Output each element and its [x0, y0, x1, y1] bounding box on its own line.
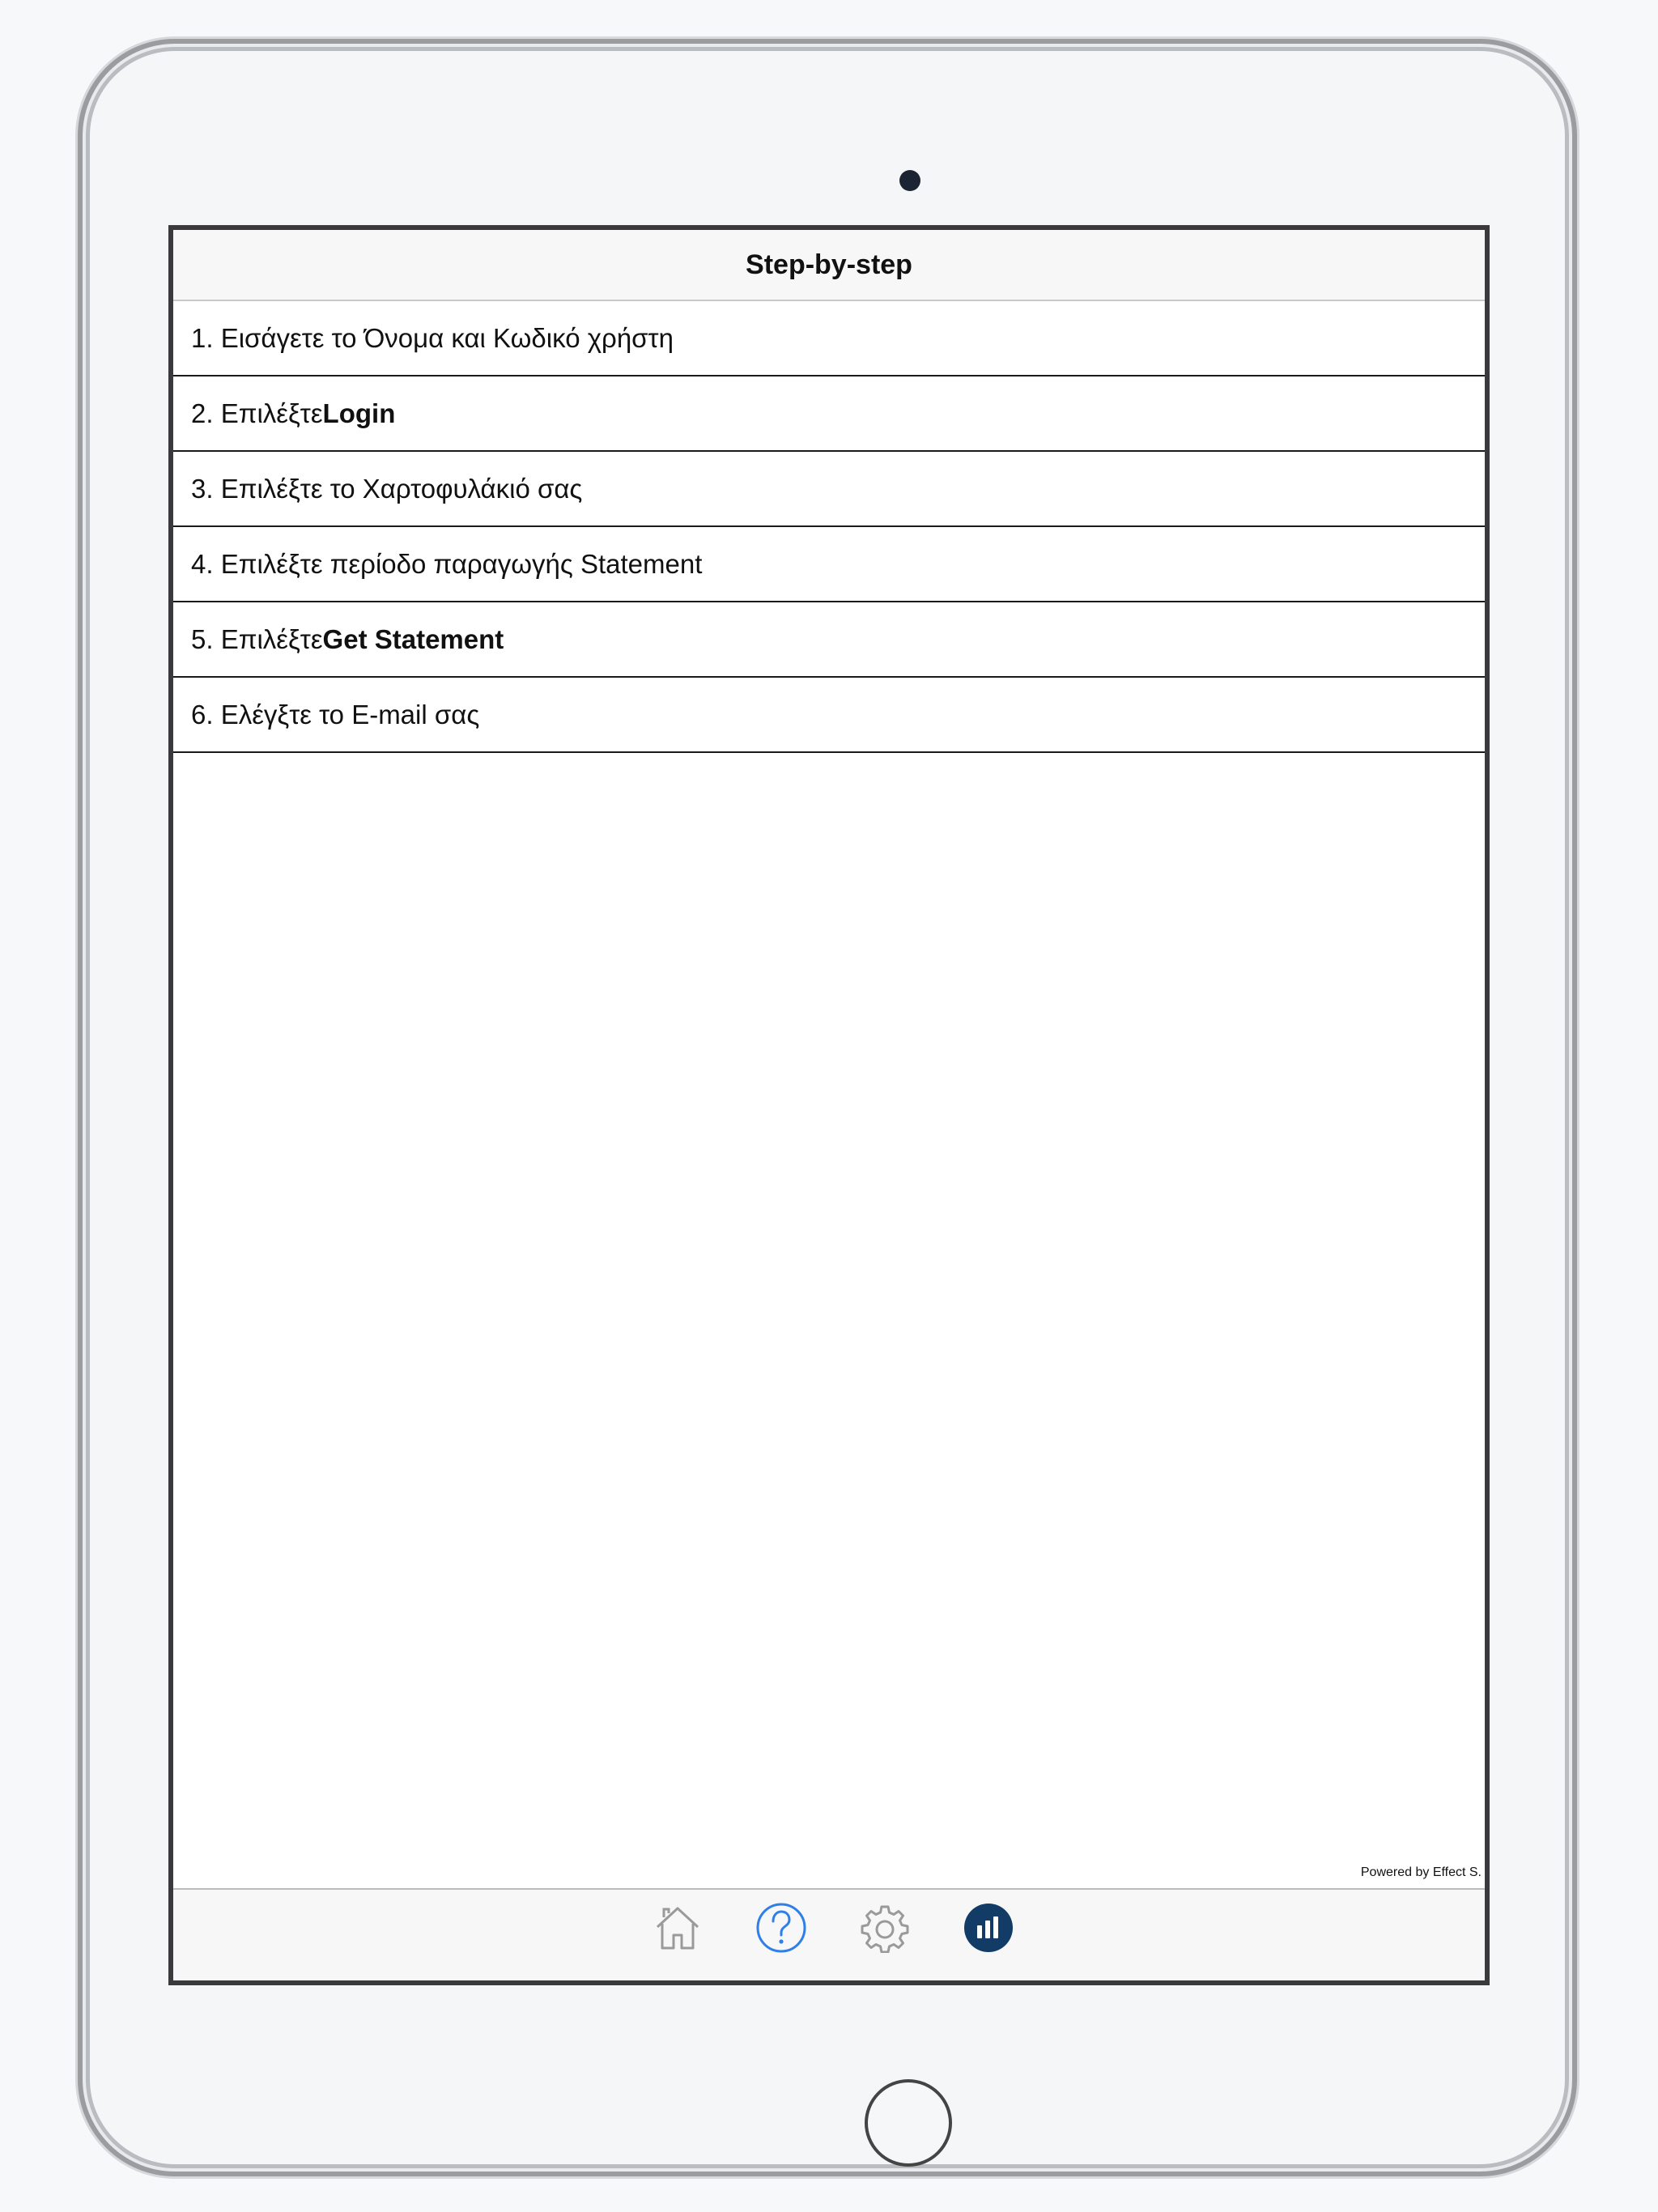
- front-camera: [899, 170, 920, 191]
- step-text: 6. Ελέγξτε το E-mail σας: [191, 699, 480, 730]
- step-item: [173, 602, 1485, 678]
- app-screen: [168, 225, 1490, 1985]
- step-text: 5. Επιλέξτε: [191, 623, 323, 654]
- tab-home[interactable]: [651, 1901, 704, 1955]
- step-bold-text: Login: [322, 398, 396, 428]
- step-text: 2. Επιλέξτε: [191, 398, 323, 428]
- page-title: Step-by-step: [746, 249, 912, 280]
- step-text: 4. Επιλέξτε περίοδο παραγωγής Statement: [191, 548, 703, 579]
- step-item: [173, 678, 1485, 753]
- gear-icon: [860, 1903, 910, 1953]
- tab-help[interactable]: [755, 1901, 808, 1955]
- step-text: 1. Εισάγετε το Όνομα και Κωδικό χρήστη: [191, 322, 674, 353]
- step-item: [173, 527, 1485, 602]
- step-item: [173, 376, 1485, 452]
- device-home-button[interactable]: [865, 2079, 952, 2167]
- tab-app-logo[interactable]: [962, 1901, 1015, 1955]
- bottom-tab-bar: [173, 1888, 1485, 1980]
- steps-list: [173, 301, 1485, 753]
- step-text: 3. Επιλέξτε το Χαρτοφυλάκιό σας: [191, 473, 583, 504]
- step-item: [173, 301, 1485, 376]
- app-logo-icon: [963, 1903, 1014, 1953]
- screen-header: [173, 230, 1485, 301]
- step-bold-text: Get Statement: [322, 623, 504, 654]
- powered-by-label: Powered by Effect S.: [1360, 1865, 1482, 1879]
- home-icon: [653, 1903, 703, 1953]
- help-icon: [755, 1902, 807, 1954]
- step-item: [173, 452, 1485, 527]
- tab-settings[interactable]: [858, 1901, 912, 1955]
